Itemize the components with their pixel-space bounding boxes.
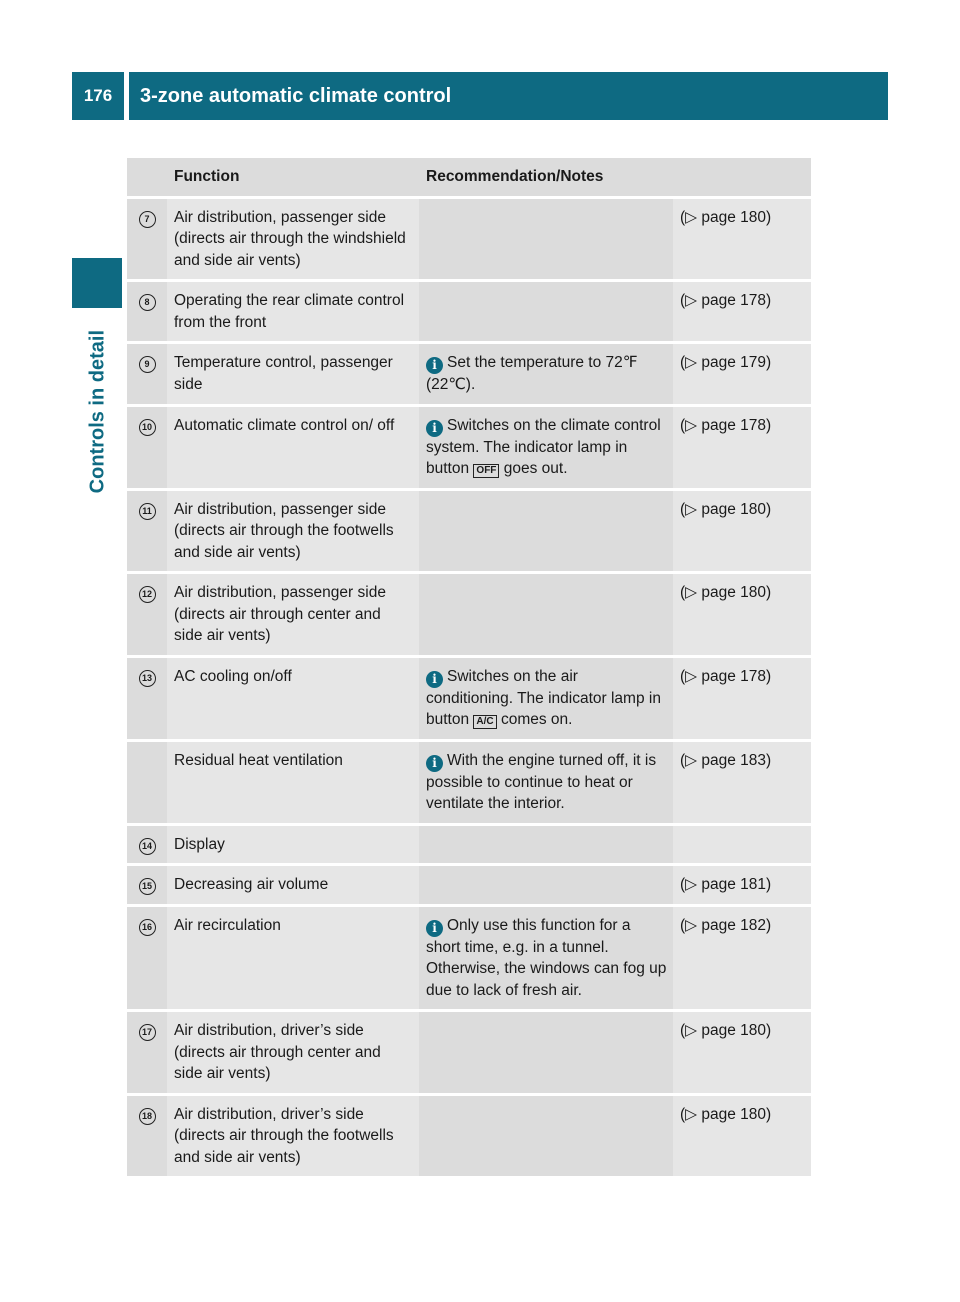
page-reference-cell	[673, 907, 811, 1010]
notes-cell	[419, 282, 673, 341]
table-row	[127, 866, 811, 904]
side-tab-label: Controls in detail	[86, 330, 109, 494]
function-cell: Automatic climate control on/ off	[167, 407, 419, 488]
page-reference-link[interactable]: (▷ page 180)	[680, 1022, 772, 1039]
notes-cell	[419, 866, 673, 904]
circled-number-icon: 18	[139, 1108, 156, 1125]
notes-cell	[419, 907, 673, 1010]
notes-cell	[419, 199, 673, 280]
page-reference-cell	[673, 574, 811, 655]
notes-cell	[419, 658, 673, 739]
info-icon: i	[426, 755, 443, 772]
table-row	[127, 742, 811, 823]
circled-number-icon: 16	[139, 919, 156, 936]
note-text: comes on.	[500, 711, 573, 728]
notes-cell	[419, 344, 673, 404]
page-reference-link[interactable]: (▷ page 179)	[680, 354, 772, 371]
row-number-cell	[127, 1012, 167, 1093]
page-reference-cell	[673, 826, 811, 864]
row-number-cell	[127, 742, 167, 823]
page-reference-cell	[673, 282, 811, 341]
row-number-cell	[127, 407, 167, 488]
table-header	[127, 158, 811, 196]
page-reference-cell	[673, 866, 811, 904]
circled-number-icon: 15	[139, 878, 156, 895]
function-cell: Air distribution, passenger side (directs air through the footwells and side air vents)	[167, 491, 419, 572]
page-reference-cell	[673, 1096, 811, 1177]
table-row	[127, 199, 811, 280]
note-text: Set the temperature to 72℉ (22℃).	[426, 354, 638, 393]
function-cell: Operating the rear climate control from the front	[167, 282, 419, 341]
function-cell: Display	[167, 826, 419, 864]
row-number-cell	[127, 826, 167, 864]
notes-cell	[419, 742, 673, 823]
page-reference-link[interactable]: (▷ page 178)	[680, 292, 772, 309]
notes-cell	[419, 574, 673, 655]
function-cell: Air distribution, passenger side (directs air through the windshield and side air vents)	[167, 199, 419, 280]
note-text: With the engine turned off, it is possible to continue to heat or ventilate the interior.	[426, 751, 657, 812]
table-row	[127, 1012, 811, 1093]
note-text: Switches on the climate control system. The indicator lamp in button	[426, 416, 661, 477]
column-header-function: Function	[167, 158, 419, 196]
page-reference-link[interactable]: (▷ page 178)	[680, 667, 772, 685]
table-row	[127, 344, 811, 404]
header-blank	[127, 158, 167, 196]
page-reference-link[interactable]: (▷ page 180)	[680, 500, 772, 518]
page-title: 3-zone automatic climate control	[129, 72, 888, 120]
function-cell: AC cooling on/off	[167, 658, 419, 739]
row-number-cell	[127, 282, 167, 341]
table-row	[127, 826, 811, 864]
table-row	[127, 574, 811, 655]
circled-number-icon: 10	[139, 419, 156, 436]
page-reference-link[interactable]: (▷ page 180)	[680, 584, 772, 601]
table-row	[127, 282, 811, 341]
info-icon: i	[426, 920, 443, 937]
function-cell: Decreasing air volume	[167, 866, 419, 904]
page-reference-cell	[673, 491, 811, 572]
page-reference-link[interactable]: (▷ page 182)	[680, 916, 772, 934]
circled-number-icon: 14	[139, 838, 156, 855]
side-tab-marker	[72, 258, 122, 308]
note-text: goes out.	[503, 460, 568, 477]
circled-number-icon: 13	[139, 670, 156, 687]
row-number-cell	[127, 907, 167, 1010]
circled-number-icon: 8	[139, 294, 156, 311]
page-reference-cell	[673, 1012, 811, 1093]
function-table	[127, 155, 811, 1179]
page-reference-cell	[673, 199, 811, 280]
notes-cell	[419, 1096, 673, 1177]
page-reference-cell	[673, 407, 811, 488]
page-number: 176	[72, 72, 124, 120]
row-number-cell	[127, 866, 167, 904]
page-reference-link[interactable]: (▷ page 181)	[680, 876, 772, 893]
circled-number-icon: 9	[139, 356, 156, 373]
notes-cell	[419, 491, 673, 572]
row-number-cell	[127, 658, 167, 739]
note-text: Only use this function for a short time, e.g. in a tunnel. Otherwise, the windows can fog up due to lack of fresh air.	[426, 916, 667, 999]
page-reference-link[interactable]: (▷ page 183)	[680, 751, 772, 769]
row-number-cell	[127, 1096, 167, 1177]
table-row	[127, 907, 811, 1010]
page-reference-link[interactable]: (▷ page 178)	[680, 416, 772, 434]
page-reference-link[interactable]: (▷ page 180)	[680, 208, 772, 226]
button-glyph-icon: A/C	[473, 715, 496, 729]
notes-cell	[419, 826, 673, 864]
page-reference-link[interactable]: (▷ page 180)	[680, 1105, 772, 1123]
function-cell: Temperature control, passenger side	[167, 344, 419, 404]
row-number-cell	[127, 344, 167, 404]
function-cell: Residual heat ventilation	[167, 742, 419, 823]
info-icon: i	[426, 420, 443, 437]
notes-cell	[419, 407, 673, 488]
row-number-cell	[127, 491, 167, 572]
button-glyph-icon: OFF	[473, 464, 499, 478]
header-blank	[673, 158, 811, 196]
circled-number-icon: 11	[139, 503, 156, 520]
circled-number-icon: 17	[139, 1024, 156, 1041]
function-cell: Air recirculation	[167, 907, 419, 1010]
circled-number-icon: 12	[139, 586, 156, 603]
row-number-cell	[127, 574, 167, 655]
page-reference-cell	[673, 658, 811, 739]
info-icon: i	[426, 357, 443, 374]
function-cell: Air distribution, passenger side (directs air through center and side air vents)	[167, 574, 419, 655]
notes-cell	[419, 1012, 673, 1093]
page-reference-cell	[673, 742, 811, 823]
circled-number-icon: 7	[139, 211, 156, 228]
note-text: Switches on the air conditioning. The indicator lamp in button	[426, 667, 661, 728]
table-row	[127, 407, 811, 488]
table-row	[127, 491, 811, 572]
side-tab	[76, 330, 120, 530]
function-cell: Air distribution, driver’s side (directs air through center and side air vents)	[167, 1012, 419, 1093]
column-header-notes: Recommendation/Notes	[419, 158, 673, 196]
table-row	[127, 658, 811, 739]
info-icon: i	[426, 671, 443, 688]
table-row	[127, 1096, 811, 1177]
row-number-cell	[127, 199, 167, 280]
page-reference-cell	[673, 344, 811, 404]
function-cell: Air distribution, driver’s side (directs air through the footwells and side air vents)	[167, 1096, 419, 1177]
